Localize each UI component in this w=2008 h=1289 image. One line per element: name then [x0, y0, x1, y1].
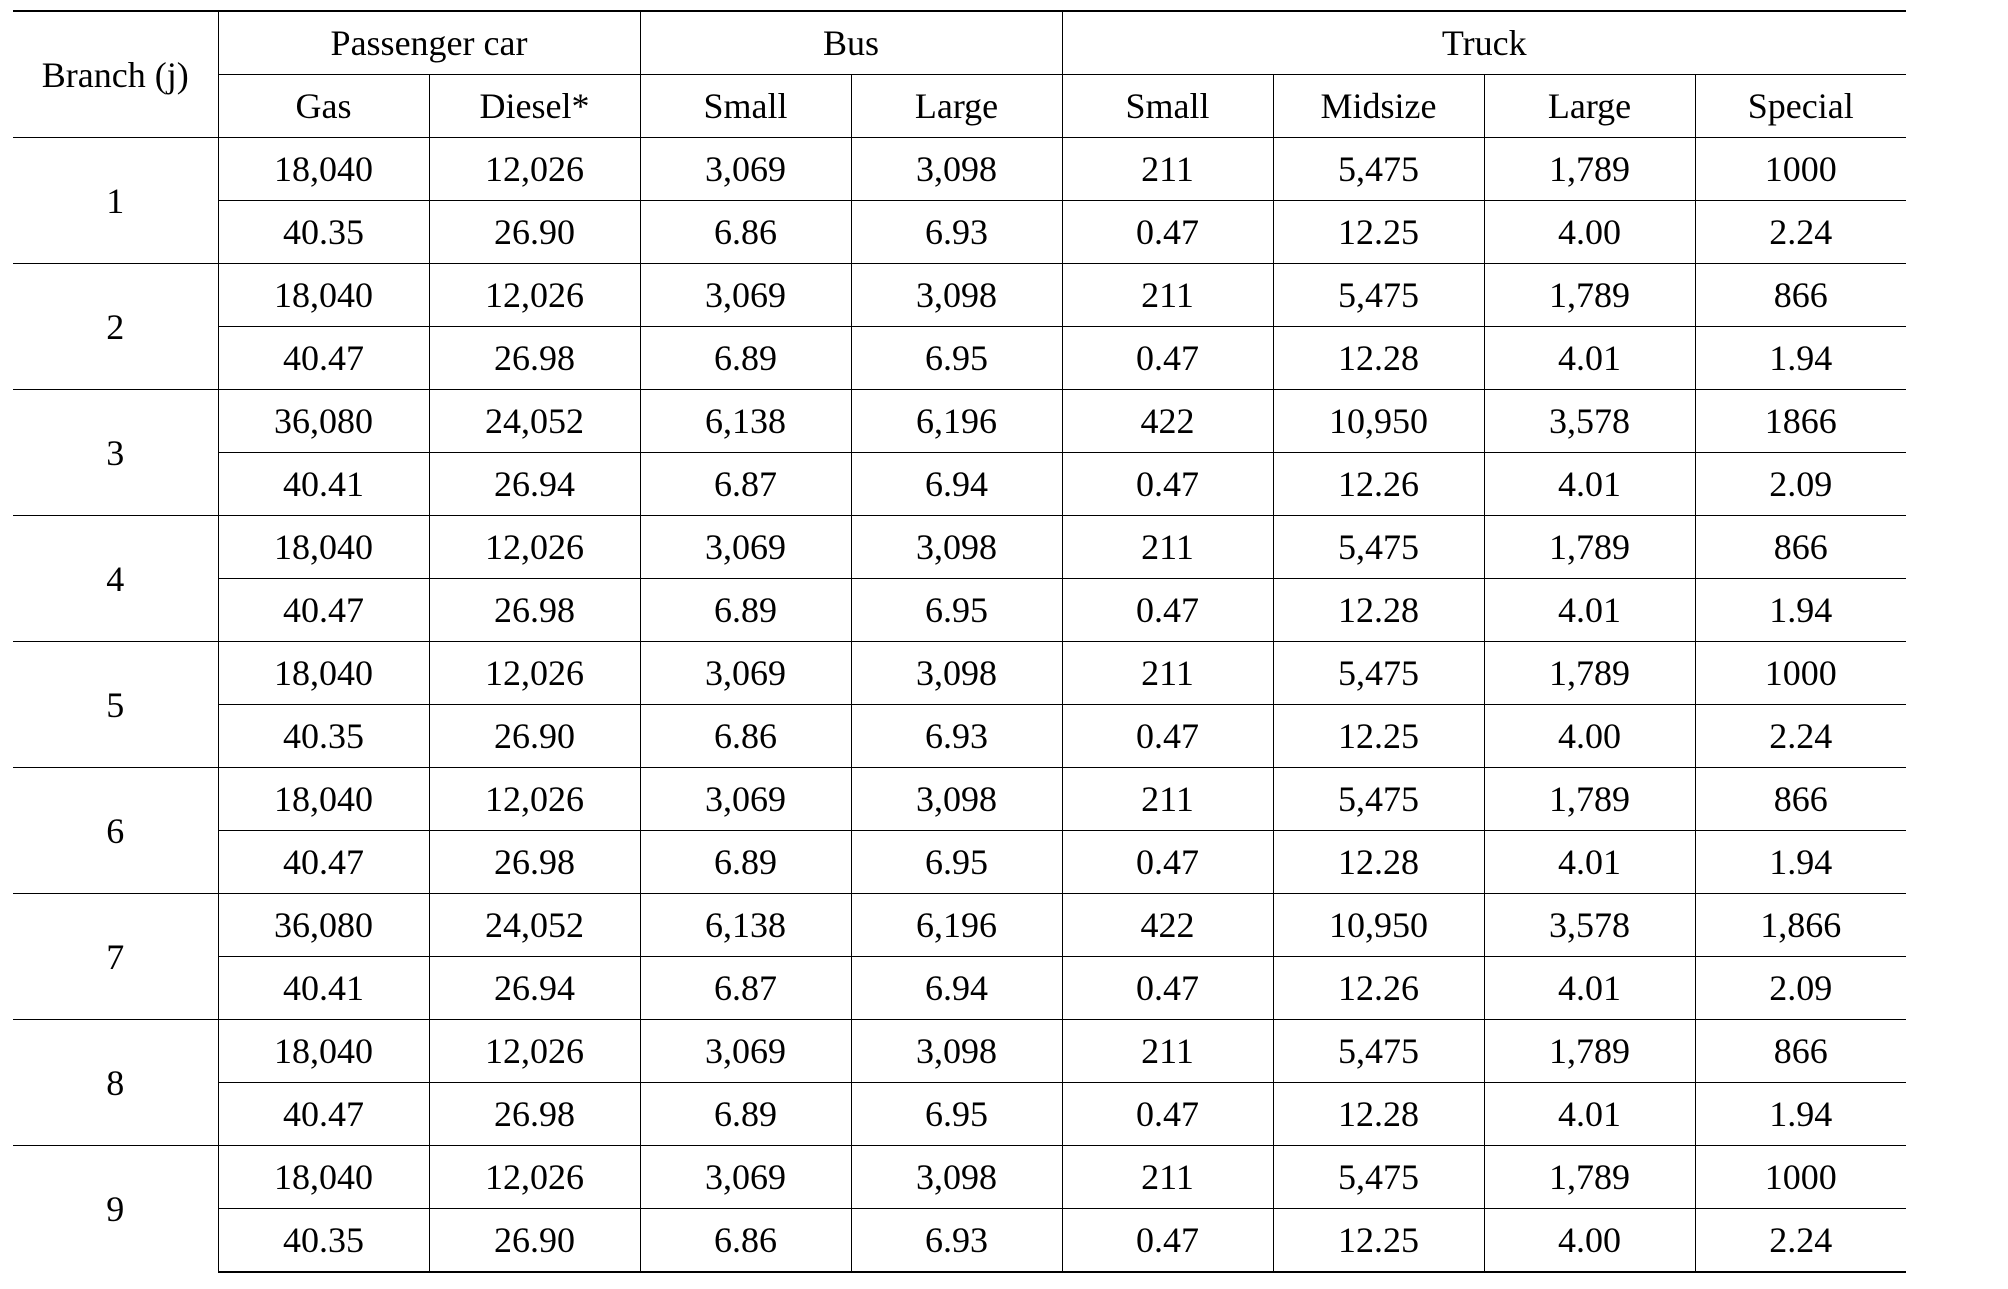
share-cell: 6.93: [851, 1209, 1062, 1273]
subheader-bus-large: Large: [851, 75, 1062, 138]
bus-group-header: Bus: [640, 11, 1062, 75]
share-cell: 6.86: [640, 201, 851, 264]
share-cell: 4.00: [1484, 1209, 1695, 1273]
branch-cell: 2: [13, 264, 218, 390]
share-cell: 4.01: [1484, 1083, 1695, 1146]
count-cell: 12,026: [429, 768, 640, 831]
share-cell: 6.89: [640, 1083, 851, 1146]
count-cell: 211: [1062, 768, 1273, 831]
table-row-shares: [13, 579, 1906, 642]
share-cell: 6.94: [851, 957, 1062, 1020]
count-cell: 1000: [1695, 1146, 1906, 1209]
share-cell: 1.94: [1695, 1083, 1906, 1146]
count-cell: 3,069: [640, 768, 851, 831]
count-cell: 1000: [1695, 642, 1906, 705]
count-cell: 18,040: [218, 516, 429, 579]
branch-cell: 6: [13, 768, 218, 894]
share-cell: 26.98: [429, 327, 640, 390]
subheader-gas: Gas: [218, 75, 429, 138]
count-cell: 5,475: [1273, 516, 1484, 579]
share-cell: 12.28: [1273, 327, 1484, 390]
count-cell: 422: [1062, 894, 1273, 957]
count-cell: 5,475: [1273, 1146, 1484, 1209]
count-cell: 3,098: [851, 768, 1062, 831]
count-cell: 18,040: [218, 1020, 429, 1083]
subheader-bus-small: Small: [640, 75, 851, 138]
share-cell: 26.98: [429, 1083, 640, 1146]
count-cell: 1,789: [1484, 768, 1695, 831]
share-cell: 4.01: [1484, 579, 1695, 642]
table-row-shares: [13, 453, 1906, 516]
table-row-counts: [13, 264, 1906, 327]
table-row-counts: [13, 768, 1906, 831]
count-cell: 10,950: [1273, 390, 1484, 453]
count-cell: 10,950: [1273, 894, 1484, 957]
share-cell: 6.94: [851, 453, 1062, 516]
vehicle-branch-table: [13, 10, 1906, 1273]
subheader-diesel: Diesel*: [429, 75, 640, 138]
truck-group-header: Truck: [1062, 11, 1906, 75]
share-cell: 12.25: [1273, 201, 1484, 264]
branch-cell: 1: [13, 138, 218, 264]
share-cell: 2.24: [1695, 705, 1906, 768]
share-cell: 40.35: [218, 705, 429, 768]
count-cell: 18,040: [218, 1146, 429, 1209]
count-cell: 12,026: [429, 138, 640, 201]
table-row-shares: [13, 705, 1906, 768]
count-cell: 3,578: [1484, 894, 1695, 957]
header-row-subtypes: [13, 75, 1906, 138]
count-cell: 3,098: [851, 516, 1062, 579]
share-cell: 4.01: [1484, 957, 1695, 1020]
count-cell: 6,138: [640, 390, 851, 453]
count-cell: 3,069: [640, 138, 851, 201]
share-cell: 0.47: [1062, 1083, 1273, 1146]
share-cell: 6.87: [640, 453, 851, 516]
share-cell: 12.25: [1273, 705, 1484, 768]
count-cell: 36,080: [218, 894, 429, 957]
branch-cell: 4: [13, 516, 218, 642]
share-cell: 6.89: [640, 831, 851, 894]
share-cell: 6.89: [640, 579, 851, 642]
count-cell: 1000: [1695, 138, 1906, 201]
count-cell: 24,052: [429, 390, 640, 453]
count-cell: 3,098: [851, 264, 1062, 327]
count-cell: 1,789: [1484, 264, 1695, 327]
share-cell: 40.41: [218, 453, 429, 516]
count-cell: 211: [1062, 138, 1273, 201]
table-row-shares: [13, 831, 1906, 894]
share-cell: 40.47: [218, 579, 429, 642]
share-cell: 6.93: [851, 201, 1062, 264]
share-cell: 40.35: [218, 201, 429, 264]
share-cell: 2.09: [1695, 453, 1906, 516]
count-cell: 5,475: [1273, 642, 1484, 705]
share-cell: 12.25: [1273, 1209, 1484, 1273]
count-cell: 3,098: [851, 1146, 1062, 1209]
table-row-counts: [13, 1020, 1906, 1083]
table-header: [13, 11, 1906, 138]
share-cell: 26.90: [429, 201, 640, 264]
share-cell: 0.47: [1062, 453, 1273, 516]
table-row-counts: [13, 894, 1906, 957]
share-cell: 0.47: [1062, 957, 1273, 1020]
count-cell: 3,098: [851, 1020, 1062, 1083]
count-cell: 3,069: [640, 1020, 851, 1083]
table-row-shares: [13, 327, 1906, 390]
share-cell: 26.98: [429, 831, 640, 894]
count-cell: 1,789: [1484, 516, 1695, 579]
count-cell: 1,866: [1695, 894, 1906, 957]
table-row-counts: [13, 516, 1906, 579]
share-cell: 4.00: [1484, 705, 1695, 768]
share-cell: 26.94: [429, 453, 640, 516]
table-row-counts: [13, 138, 1906, 201]
share-cell: 6.95: [851, 831, 1062, 894]
share-cell: 40.47: [218, 327, 429, 390]
count-cell: 3,578: [1484, 390, 1695, 453]
count-cell: 12,026: [429, 1020, 640, 1083]
count-cell: 3,098: [851, 138, 1062, 201]
share-cell: 40.41: [218, 957, 429, 1020]
share-cell: 6.86: [640, 705, 851, 768]
table-row-counts: [13, 642, 1906, 705]
share-cell: 0.47: [1062, 1209, 1273, 1273]
count-cell: 1,789: [1484, 1146, 1695, 1209]
count-cell: 211: [1062, 1146, 1273, 1209]
count-cell: 6,138: [640, 894, 851, 957]
table-row-shares: [13, 201, 1906, 264]
share-cell: 2.24: [1695, 201, 1906, 264]
count-cell: 3,069: [640, 516, 851, 579]
share-cell: 26.94: [429, 957, 640, 1020]
count-cell: 18,040: [218, 138, 429, 201]
share-cell: 40.47: [218, 831, 429, 894]
share-cell: 4.00: [1484, 201, 1695, 264]
share-cell: 1.94: [1695, 831, 1906, 894]
count-cell: 12,026: [429, 642, 640, 705]
share-cell: 12.26: [1273, 957, 1484, 1020]
share-cell: 1.94: [1695, 579, 1906, 642]
branch-cell: 3: [13, 390, 218, 516]
count-cell: 866: [1695, 1020, 1906, 1083]
share-cell: 0.47: [1062, 831, 1273, 894]
share-cell: 6.95: [851, 1083, 1062, 1146]
count-cell: 211: [1062, 264, 1273, 327]
subheader-truck-midsize: Midsize: [1273, 75, 1484, 138]
count-cell: 866: [1695, 516, 1906, 579]
count-cell: 866: [1695, 768, 1906, 831]
branch-column-header: Branch (j): [13, 11, 218, 138]
count-cell: 5,475: [1273, 264, 1484, 327]
share-cell: 6.87: [640, 957, 851, 1020]
count-cell: 1,789: [1484, 138, 1695, 201]
share-cell: 2.09: [1695, 957, 1906, 1020]
count-cell: 211: [1062, 1020, 1273, 1083]
share-cell: 4.01: [1484, 453, 1695, 516]
count-cell: 1,789: [1484, 1020, 1695, 1083]
share-cell: 12.28: [1273, 579, 1484, 642]
count-cell: 1,789: [1484, 642, 1695, 705]
share-cell: 0.47: [1062, 705, 1273, 768]
count-cell: 3,069: [640, 642, 851, 705]
share-cell: 6.89: [640, 327, 851, 390]
share-cell: 6.95: [851, 579, 1062, 642]
count-cell: 1866: [1695, 390, 1906, 453]
share-cell: 26.90: [429, 1209, 640, 1273]
share-cell: 26.98: [429, 579, 640, 642]
share-cell: 40.47: [218, 1083, 429, 1146]
share-cell: 1.94: [1695, 327, 1906, 390]
subheader-truck-large: Large: [1484, 75, 1695, 138]
share-cell: 26.90: [429, 705, 640, 768]
count-cell: 6,196: [851, 894, 1062, 957]
count-cell: 211: [1062, 516, 1273, 579]
table-row-shares: [13, 957, 1906, 1020]
branch-cell: 5: [13, 642, 218, 768]
share-cell: 2.24: [1695, 1209, 1906, 1273]
branch-cell: 7: [13, 894, 218, 1020]
share-cell: 6.86: [640, 1209, 851, 1273]
branch-cell: 9: [13, 1146, 218, 1273]
share-cell: 12.28: [1273, 1083, 1484, 1146]
count-cell: 12,026: [429, 516, 640, 579]
count-cell: 6,196: [851, 390, 1062, 453]
table-row-counts: [13, 390, 1906, 453]
count-cell: 18,040: [218, 642, 429, 705]
share-cell: 6.93: [851, 705, 1062, 768]
share-cell: 0.47: [1062, 327, 1273, 390]
share-cell: 4.01: [1484, 831, 1695, 894]
count-cell: 12,026: [429, 1146, 640, 1209]
count-cell: 36,080: [218, 390, 429, 453]
count-cell: 5,475: [1273, 768, 1484, 831]
share-cell: 6.95: [851, 327, 1062, 390]
count-cell: 3,069: [640, 1146, 851, 1209]
count-cell: 422: [1062, 390, 1273, 453]
count-cell: 18,040: [218, 768, 429, 831]
passenger-car-group-header: Passenger car: [218, 11, 640, 75]
share-cell: 12.28: [1273, 831, 1484, 894]
subheader-truck-special: Special: [1695, 75, 1906, 138]
table-row-shares: [13, 1209, 1906, 1273]
count-cell: 5,475: [1273, 1020, 1484, 1083]
share-cell: 4.01: [1484, 327, 1695, 390]
subheader-truck-small: Small: [1062, 75, 1273, 138]
header-row-groups: [13, 11, 1906, 75]
count-cell: 24,052: [429, 894, 640, 957]
table-row-counts: [13, 1146, 1906, 1209]
branch-cell: 8: [13, 1020, 218, 1146]
count-cell: 12,026: [429, 264, 640, 327]
count-cell: 5,475: [1273, 138, 1484, 201]
share-cell: 12.26: [1273, 453, 1484, 516]
table-body: [13, 138, 1906, 1273]
count-cell: 18,040: [218, 264, 429, 327]
share-cell: 0.47: [1062, 201, 1273, 264]
share-cell: 0.47: [1062, 579, 1273, 642]
count-cell: 866: [1695, 264, 1906, 327]
count-cell: 3,098: [851, 642, 1062, 705]
count-cell: 3,069: [640, 264, 851, 327]
count-cell: 211: [1062, 642, 1273, 705]
table-row-shares: [13, 1083, 1906, 1146]
share-cell: 40.35: [218, 1209, 429, 1273]
